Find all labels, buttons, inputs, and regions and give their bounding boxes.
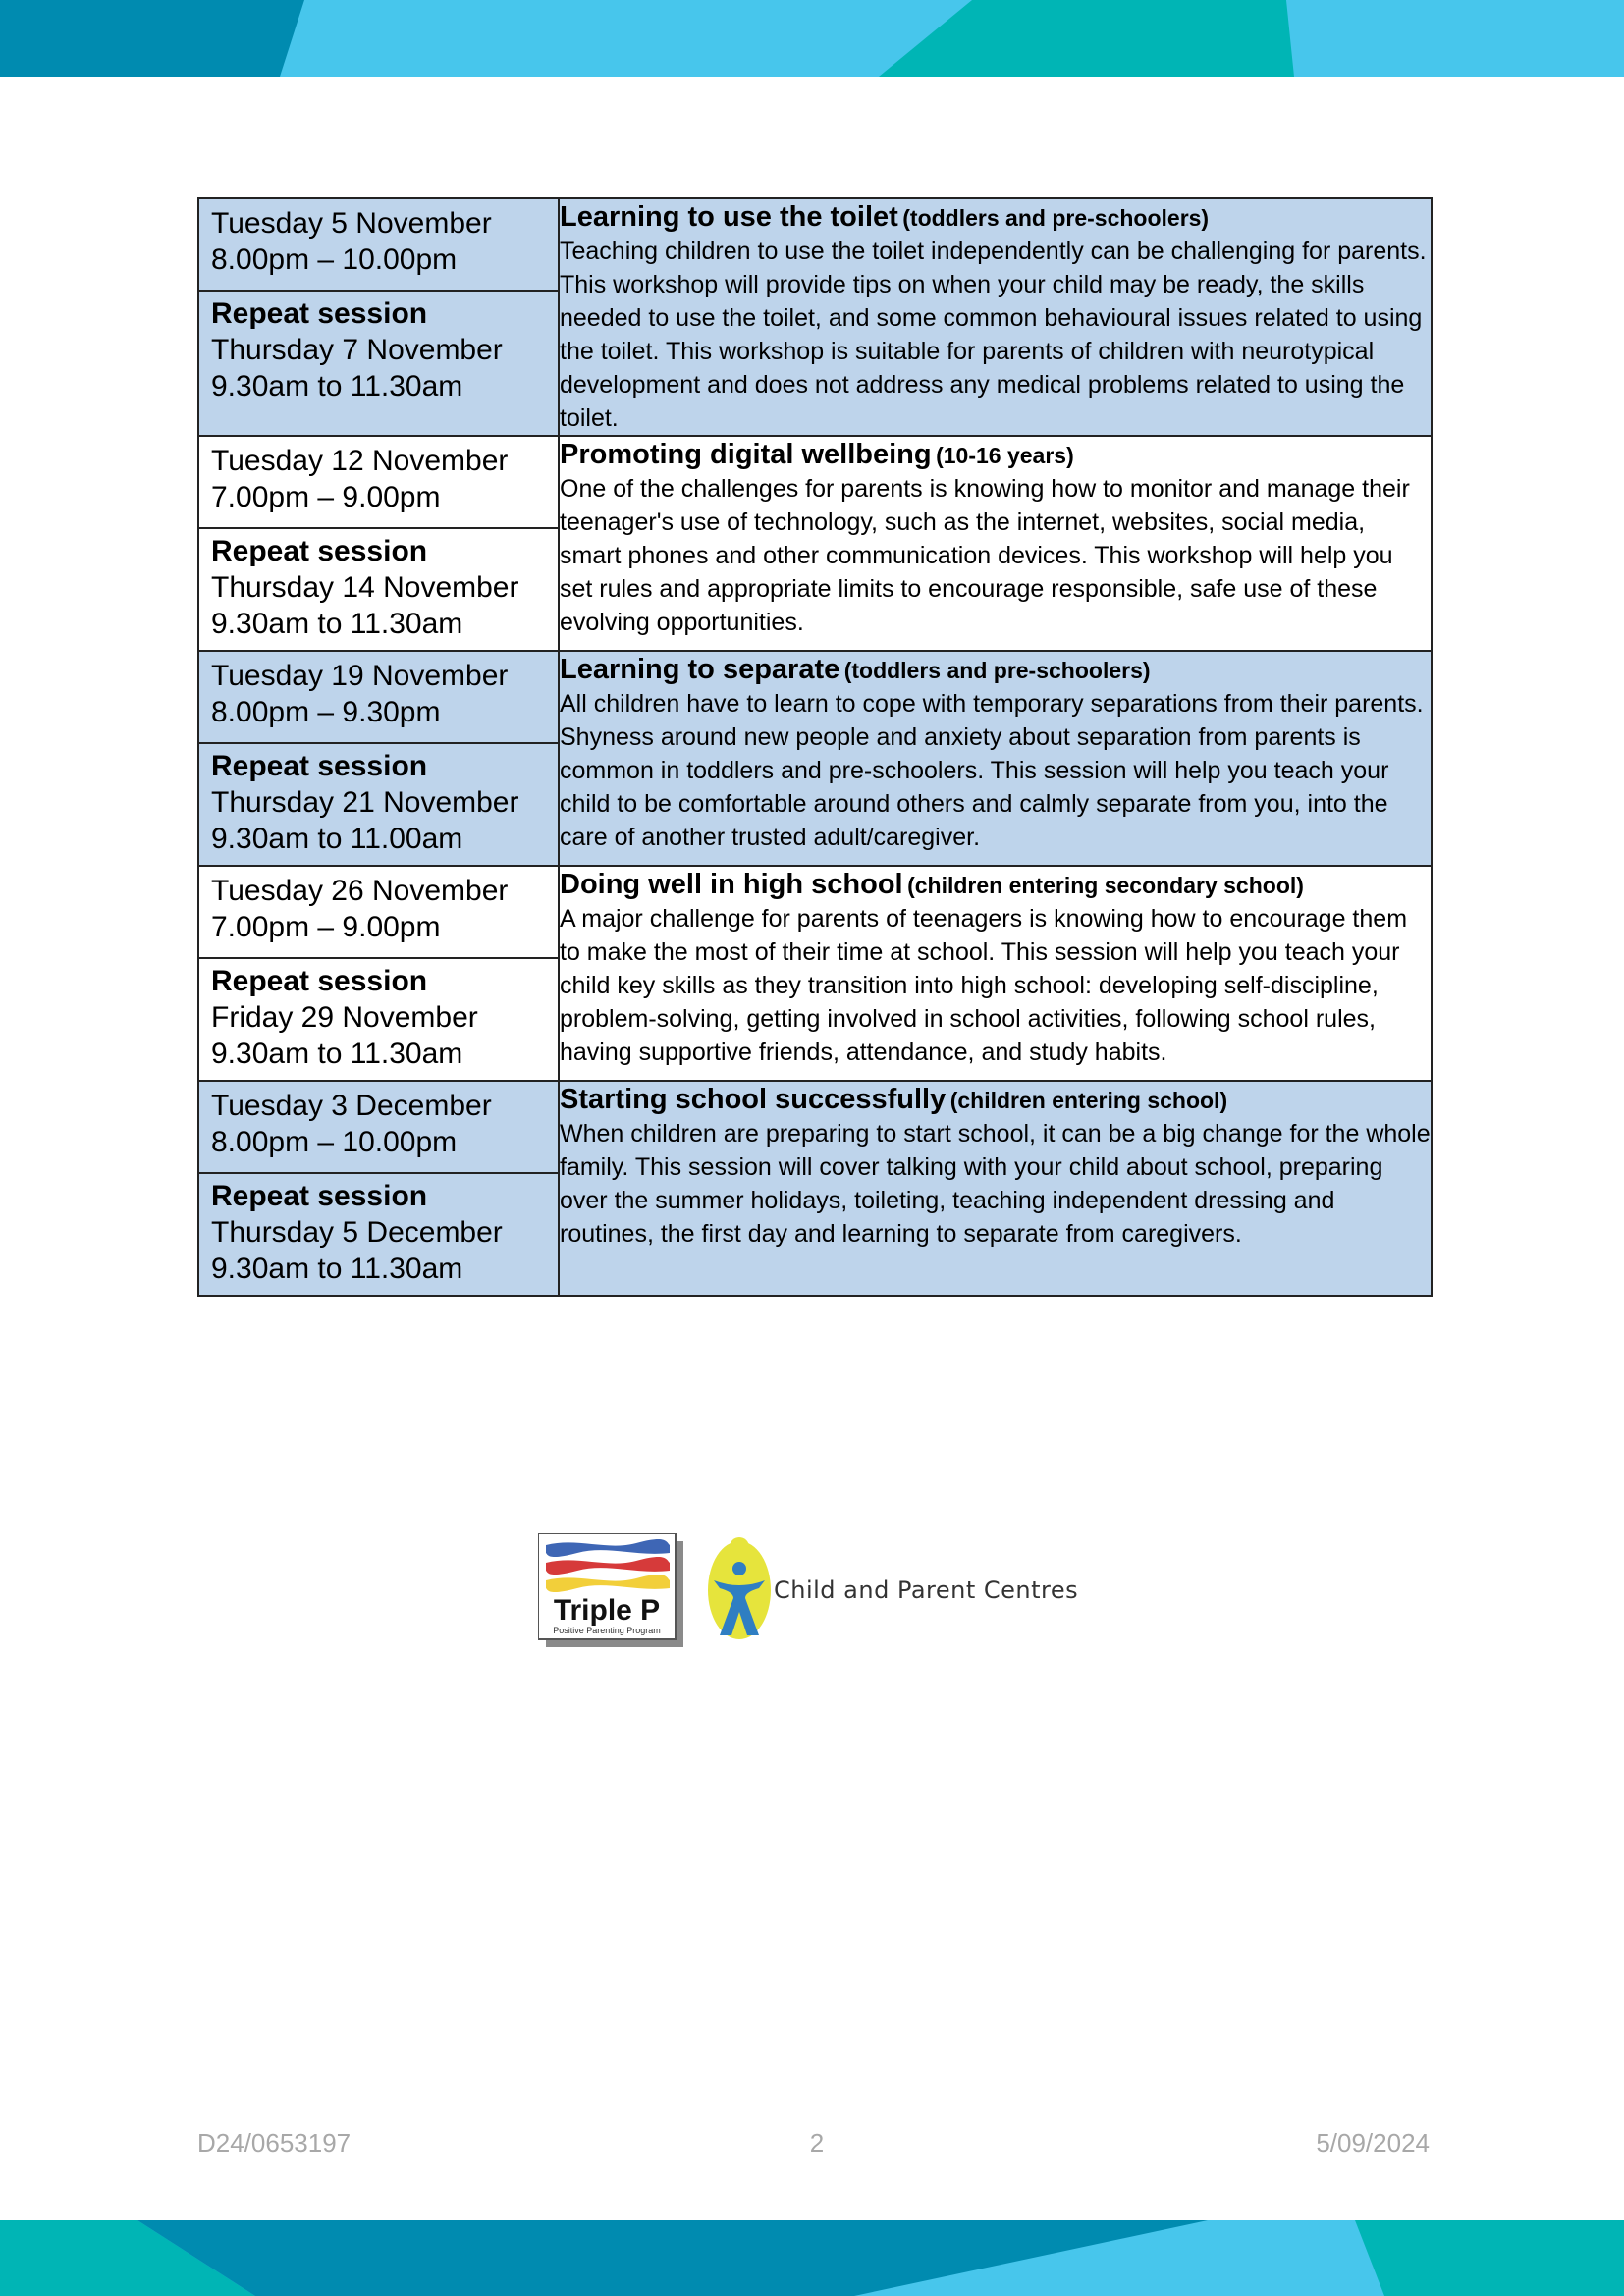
workshop-row <box>198 866 1432 1081</box>
repeat-session-date: Thursday 7 November <box>211 334 503 366</box>
repeat-session-label: Repeat session <box>211 965 428 997</box>
workshop-title: Doing well in high school <box>560 869 903 900</box>
repeat-session-time: 9.30am to 11.30am <box>211 370 463 402</box>
child-and-parent-centres-logo <box>700 1529 779 1645</box>
workshop-schedule-table <box>197 197 1433 1297</box>
workshop-description: All children have to learn to cope with temporary separations from their parents. Shyness around new people and anxiety about separation from parents is common in toddlers and pre-schoolers. This session will help you teach your child to be comfortable around others and calmly separate from you, into the care of another trusted adult/caregiver. <box>560 690 1424 851</box>
workshop-description-cell <box>559 436 1432 651</box>
document-id: D24/0653197 <box>197 2128 352 2158</box>
triple-p-name: Triple P <box>553 1594 661 1627</box>
cpc-name: Child and Parent Centres <box>774 1576 1079 1604</box>
workshop-description: One of the challenges for parents is knowing how to monitor and manage their teenager's use of technology, such as the internet, websites, social media, smart phones and other communication devices. This workshop will help you set rules and appropriate limits to encourage responsible, safe use of these evolving opportunities. <box>560 475 1410 636</box>
repeat-session-time: 9.30am to 11.30am <box>211 608 463 640</box>
workshop-age-group: (toddlers and pre-schoolers) <box>843 658 1151 683</box>
repeat-session-label: Repeat session <box>211 535 428 567</box>
workshop-title: Learning to use the toilet <box>560 201 898 233</box>
workshop-row <box>198 436 1432 651</box>
session-date: Tuesday 3 December <box>211 1090 492 1122</box>
session-dates-cell <box>198 651 559 866</box>
workshop-age-group: (children entering school) <box>949 1088 1228 1113</box>
workshop-description-cell <box>559 1081 1432 1296</box>
triple-p-logo <box>538 1533 687 1649</box>
session-date: Tuesday 5 November <box>211 207 492 240</box>
workshop-row <box>198 651 1432 866</box>
first-session <box>199 199 558 292</box>
session-date: Tuesday 12 November <box>211 445 509 477</box>
repeat-session-label: Repeat session <box>211 750 428 782</box>
session-dates-cell <box>198 866 559 1081</box>
page-number: 2 <box>809 2128 825 2158</box>
session-time: 8.00pm – 9.30pm <box>211 696 441 728</box>
workshop-description: When children are preparing to start school, it can be a big change for the whole family. This session will cover talking with your child about school, preparing over the summer holidays, toileting, teaching independent dressing and routines, the first day and learning to separate from caregivers. <box>560 1120 1431 1248</box>
session-dates-cell <box>198 1081 559 1296</box>
workshop-description-cell <box>559 198 1432 436</box>
repeat-session-label: Repeat session <box>211 1180 428 1212</box>
footer-decorative-band <box>0 2220 1624 2296</box>
workshop-row <box>198 198 1432 436</box>
repeat-session <box>199 1174 558 1295</box>
workshop-title: Starting school successfully <box>560 1084 947 1115</box>
session-time: 8.00pm – 10.00pm <box>211 243 458 276</box>
workshop-row <box>198 1081 1432 1296</box>
triple-p-tagline: Positive Parenting Program <box>553 1626 661 1635</box>
workshop-heading <box>560 1082 1431 1117</box>
workshop-description-cell <box>559 866 1432 1081</box>
session-date: Tuesday 26 November <box>211 875 509 907</box>
repeat-session <box>199 529 558 650</box>
workshop-heading <box>560 437 1431 472</box>
repeat-session-time: 9.30am to 11.30am <box>211 1038 463 1070</box>
repeat-session-date: Thursday 14 November <box>211 571 519 604</box>
workshop-heading <box>560 199 1431 235</box>
repeat-session <box>199 959 558 1080</box>
workshop-age-group: (10-16 years) <box>936 443 1074 468</box>
repeat-session <box>199 744 558 865</box>
first-session <box>199 1082 558 1174</box>
partner-logos <box>538 1529 1088 1647</box>
workshop-title: Learning to separate <box>560 654 840 685</box>
repeat-session-date: Thursday 21 November <box>211 786 519 819</box>
header-decorative-band <box>0 0 1624 77</box>
repeat-session-date: Thursday 5 December <box>211 1216 503 1249</box>
repeat-session-time: 9.30am to 11.00am <box>211 823 463 855</box>
first-session <box>199 867 558 959</box>
repeat-session-label: Repeat session <box>211 297 428 330</box>
first-session <box>199 437 558 529</box>
workshop-heading <box>560 652 1431 687</box>
document-date: 5/09/2024 <box>1316 2128 1430 2158</box>
first-session <box>199 652 558 744</box>
repeat-session-date: Friday 29 November <box>211 1001 478 1034</box>
workshop-age-group: (children entering secondary school) <box>907 873 1304 898</box>
repeat-session-time: 9.30am to 11.30am <box>211 1253 463 1285</box>
workshop-age-group: (toddlers and pre-schoolers) <box>902 205 1210 231</box>
session-dates-cell <box>198 436 559 651</box>
workshop-description: A major challenge for parents of teenagers is knowing how to encourage them to make the most of their time at school. This session will help you teach your child key skills as they transition into high school: developing self-discipline, problem-solving, getting involved in school activities, following school rules, having supportive friends, attendance, and study habits. <box>560 905 1408 1066</box>
session-date: Tuesday 19 November <box>211 660 509 692</box>
workshop-description-cell <box>559 651 1432 866</box>
workshop-heading <box>560 867 1431 902</box>
session-time: 7.00pm – 9.00pm <box>211 911 441 943</box>
session-time: 8.00pm – 10.00pm <box>211 1126 458 1158</box>
repeat-session <box>199 292 558 412</box>
workshop-title: Promoting digital wellbeing <box>560 439 932 470</box>
session-time: 7.00pm – 9.00pm <box>211 481 441 513</box>
session-dates-cell <box>198 198 559 436</box>
workshop-description: Teaching children to use the toilet independently can be challenging for parents. This workshop will provide tips on when your child may be ready, the skills needed to use the toilet, and some common behavioural issues related to using the toilet. This workshop is suitable for parents of children with neurotypical development and does not address any medical problems related to using the toilet. <box>560 238 1427 432</box>
